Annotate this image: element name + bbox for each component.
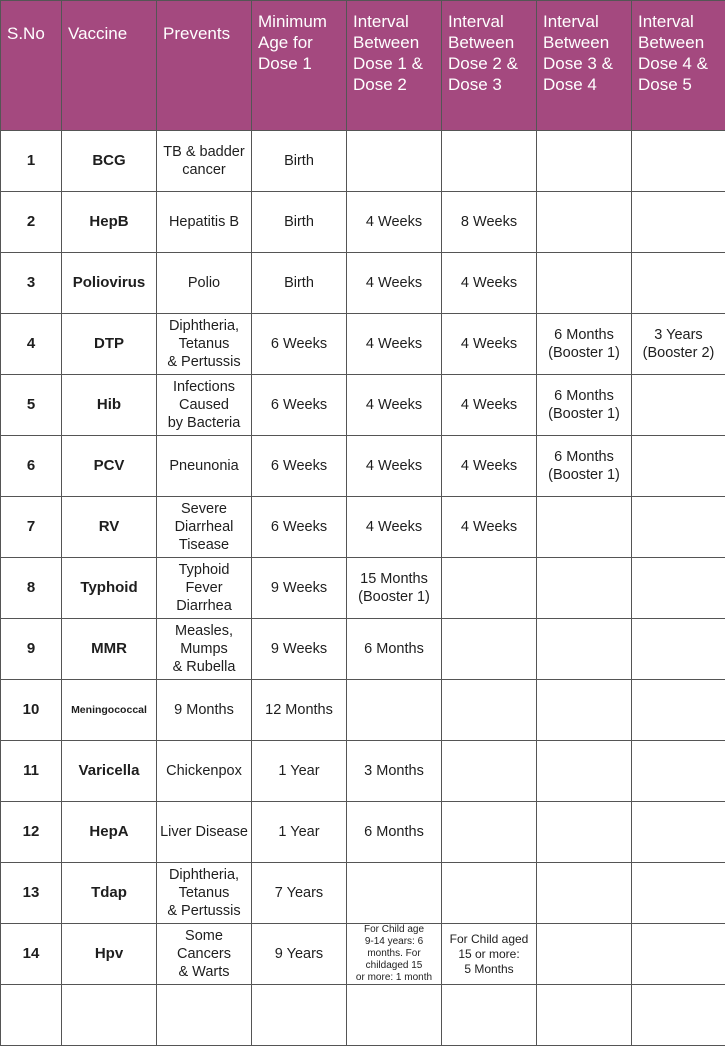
cell-interval-4-5: 3 Years (Booster 2) (632, 314, 725, 375)
cell-min-age: 6 Weeks (252, 314, 347, 375)
cell-prevents: Polio (157, 253, 252, 314)
cell-vaccine: Hpv (62, 924, 157, 985)
cell-vaccine: Meningococcal (62, 680, 157, 741)
cell-interval-4-5 (632, 619, 725, 680)
cell-sno: 2 (1, 192, 62, 253)
cell-sno: 10 (1, 680, 62, 741)
cell-vaccine: HepA (62, 802, 157, 863)
table-row (1, 192, 725, 253)
header-interval-3-4: Interval Between Dose 3 & Dose 4 (537, 1, 632, 131)
cell-interval-2-3: For Child aged 15 or more: 5 Months (442, 924, 537, 985)
cell-min-age: 9 Years (252, 924, 347, 985)
empty-row (1, 985, 725, 1046)
cell-sno: 1 (1, 131, 62, 192)
cell-sno: 5 (1, 375, 62, 436)
cell-prevents: Liver Disease (157, 802, 252, 863)
cell-prevents: Infections Caused by Bacteria (157, 375, 252, 436)
cell-sno: 14 (1, 924, 62, 985)
cell-interval-4-5 (632, 131, 725, 192)
cell-min-age: 6 Weeks (252, 497, 347, 558)
cell-prevents: Diphtheria, Tetanus & Pertussis (157, 314, 252, 375)
cell-interval-4-5 (632, 924, 725, 985)
cell-interval-4-5 (632, 741, 725, 802)
cell-sno: 7 (1, 497, 62, 558)
table-row (1, 253, 725, 314)
cell-min-age: 6 Weeks (252, 436, 347, 497)
cell-vaccine: DTP (62, 314, 157, 375)
cell-min-age: 1 Year (252, 802, 347, 863)
table-row (1, 436, 725, 497)
cell-interval-2-3: 4 Weeks (442, 497, 537, 558)
cell-min-age: 12 Months (252, 680, 347, 741)
cell-interval-2-3 (442, 802, 537, 863)
cell-interval-4-5 (632, 802, 725, 863)
cell-interval-1-2: 4 Weeks (347, 375, 442, 436)
empty-cell (537, 985, 632, 1046)
empty-cell (347, 985, 442, 1046)
cell-interval-1-2: 4 Weeks (347, 436, 442, 497)
cell-interval-3-4 (537, 924, 632, 985)
header-row (1, 1, 725, 131)
cell-prevents: Measles, Mumps & Rubella (157, 619, 252, 680)
cell-interval-4-5 (632, 436, 725, 497)
cell-prevents: TB & badder cancer (157, 131, 252, 192)
header-interval-4-5: Interval Between Dose 4 & Dose 5 (632, 1, 725, 131)
cell-interval-3-4: 6 Months (Booster 1) (537, 314, 632, 375)
header-prevents: Prevents (157, 1, 252, 131)
cell-min-age: Birth (252, 253, 347, 314)
cell-vaccine: MMR (62, 619, 157, 680)
cell-interval-4-5 (632, 863, 725, 924)
empty-cell (442, 985, 537, 1046)
cell-sno: 12 (1, 802, 62, 863)
cell-interval-2-3: 4 Weeks (442, 375, 537, 436)
cell-prevents: Hepatitis B (157, 192, 252, 253)
cell-interval-2-3: 4 Weeks (442, 253, 537, 314)
cell-vaccine: Hib (62, 375, 157, 436)
cell-min-age: Birth (252, 131, 347, 192)
table-row (1, 680, 725, 741)
cell-vaccine: Tdap (62, 863, 157, 924)
cell-min-age: Birth (252, 192, 347, 253)
cell-interval-3-4 (537, 863, 632, 924)
table-row (1, 314, 725, 375)
cell-interval-3-4 (537, 619, 632, 680)
cell-interval-2-3: 4 Weeks (442, 436, 537, 497)
cell-interval-1-2 (347, 131, 442, 192)
cell-interval-2-3 (442, 741, 537, 802)
cell-interval-1-2: 15 Months (Booster 1) (347, 558, 442, 619)
header-interval-2-3: Interval Between Dose 2 & Dose 3 (442, 1, 537, 131)
empty-cell (157, 985, 252, 1046)
cell-sno: 11 (1, 741, 62, 802)
cell-interval-4-5 (632, 375, 725, 436)
cell-prevents: Diphtheria, Tetanus & Pertussis (157, 863, 252, 924)
cell-sno: 13 (1, 863, 62, 924)
cell-prevents: Pneunonia (157, 436, 252, 497)
cell-prevents: Some Cancers & Warts (157, 924, 252, 985)
cell-interval-3-4: 6 Months (Booster 1) (537, 436, 632, 497)
cell-min-age: 1 Year (252, 741, 347, 802)
empty-cell (62, 985, 157, 1046)
cell-interval-2-3 (442, 680, 537, 741)
table-row (1, 497, 725, 558)
cell-vaccine: HepB (62, 192, 157, 253)
cell-min-age: 6 Weeks (252, 375, 347, 436)
table-row (1, 619, 725, 680)
cell-sno: 4 (1, 314, 62, 375)
cell-prevents: Chickenpox (157, 741, 252, 802)
cell-interval-3-4: 6 Months (Booster 1) (537, 375, 632, 436)
cell-interval-2-3 (442, 558, 537, 619)
cell-vaccine: RV (62, 497, 157, 558)
cell-prevents: Severe Diarrheal Tisease (157, 497, 252, 558)
cell-interval-4-5 (632, 680, 725, 741)
cell-sno: 3 (1, 253, 62, 314)
table-row (1, 802, 725, 863)
cell-interval-1-2: 6 Months (347, 802, 442, 863)
table-row (1, 558, 725, 619)
empty-cell (1, 985, 62, 1046)
cell-sno: 9 (1, 619, 62, 680)
cell-min-age: 7 Years (252, 863, 347, 924)
cell-interval-4-5 (632, 497, 725, 558)
table-row (1, 741, 725, 802)
cell-min-age: 9 Weeks (252, 619, 347, 680)
cell-interval-2-3: 4 Weeks (442, 314, 537, 375)
cell-interval-4-5 (632, 192, 725, 253)
cell-min-age: 9 Weeks (252, 558, 347, 619)
cell-vaccine: PCV (62, 436, 157, 497)
cell-vaccine: Varicella (62, 741, 157, 802)
cell-prevents: Typhoid Fever Diarrhea (157, 558, 252, 619)
cell-prevents: 9 Months (157, 680, 252, 741)
cell-interval-1-2: 6 Months (347, 619, 442, 680)
cell-interval-3-4 (537, 802, 632, 863)
table-row (1, 924, 725, 985)
header-vaccine: Vaccine (62, 1, 157, 131)
cell-interval-2-3 (442, 131, 537, 192)
cell-interval-3-4 (537, 497, 632, 558)
cell-interval-3-4 (537, 680, 632, 741)
cell-interval-2-3: 8 Weeks (442, 192, 537, 253)
cell-interval-3-4 (537, 253, 632, 314)
cell-interval-1-2: For Child age 9-14 years: 6 months. For childaged 15 or more: 1 month (347, 924, 442, 985)
header-sno: S.No (1, 1, 62, 131)
cell-interval-1-2: 4 Weeks (347, 253, 442, 314)
cell-interval-1-2: 3 Months (347, 741, 442, 802)
cell-sno: 8 (1, 558, 62, 619)
cell-interval-2-3 (442, 863, 537, 924)
cell-interval-2-3 (442, 619, 537, 680)
cell-interval-1-2: 4 Weeks (347, 497, 442, 558)
cell-interval-3-4 (537, 192, 632, 253)
table-row (1, 131, 725, 192)
cell-interval-4-5 (632, 558, 725, 619)
cell-interval-1-2: 4 Weeks (347, 314, 442, 375)
cell-vaccine: Typhoid (62, 558, 157, 619)
cell-interval-1-2: 4 Weeks (347, 192, 442, 253)
cell-interval-1-2 (347, 680, 442, 741)
cell-interval-1-2 (347, 863, 442, 924)
table-row (1, 375, 725, 436)
cell-interval-4-5 (632, 253, 725, 314)
cell-vaccine: BCG (62, 131, 157, 192)
cell-interval-3-4 (537, 741, 632, 802)
header-minimum-age: Minimum Age for Dose 1 (252, 1, 347, 131)
cell-interval-3-4 (537, 558, 632, 619)
empty-cell (252, 985, 347, 1046)
cell-vaccine: Poliovirus (62, 253, 157, 314)
header-interval-1-2: Interval Between Dose 1 & Dose 2 (347, 1, 442, 131)
empty-cell (632, 985, 725, 1046)
table-row (1, 863, 725, 924)
cell-interval-3-4 (537, 131, 632, 192)
cell-sno: 6 (1, 436, 62, 497)
